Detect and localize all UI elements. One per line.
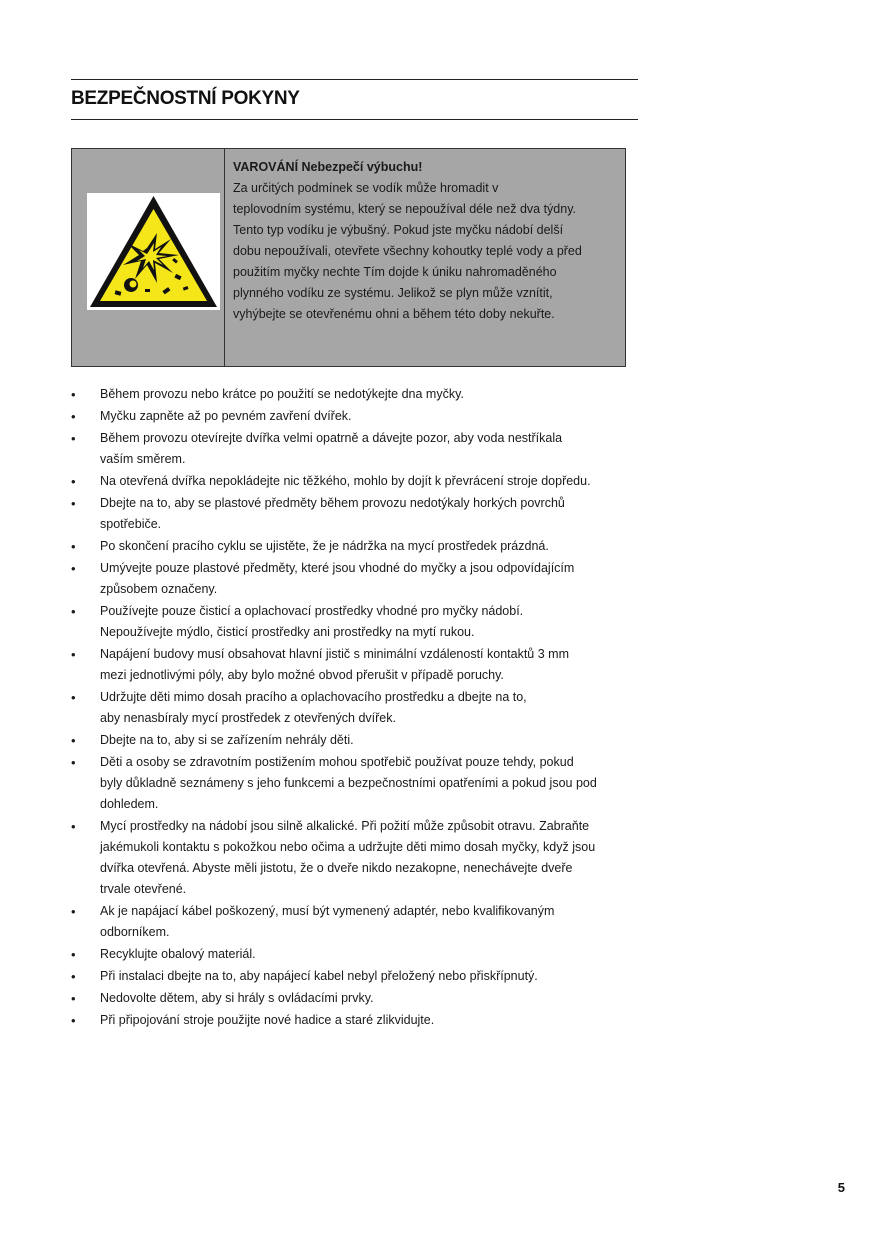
list-item: [71, 752, 631, 815]
list-item: [71, 644, 631, 686]
warning-heading: VAROVÁNÍ Nebezpečí výbuchu!: [233, 160, 423, 174]
list-item-line: • Při připojování stroje použijte nové hadice a staré zlikvidujte.: [100, 1013, 435, 1027]
list-item: [71, 536, 631, 557]
list-item-line: • Ak je napájací kábel poškozený, musí být vymenený adaptér, nebo kvalifikovaným: [100, 904, 555, 918]
list-item: [71, 944, 631, 965]
warning-line: dobu nepoužívali, otevřete všechny kohoutky teplé vody a před: [233, 244, 582, 258]
warning-line: vyhýbejte se otevřenému ohni a během této doby nekuřte.: [233, 307, 555, 321]
list-item-line: vaším směrem.: [100, 452, 186, 466]
list-item-line: • Udržujte děti mimo dosah pracího a oplachovacího prostředku a dbejte na to,: [100, 690, 527, 704]
list-item-line: • Při instalaci dbejte na to, aby napájecí kabel nebyl přeložený nebo přiskřípnutý.: [100, 969, 538, 983]
list-item: [71, 384, 631, 405]
list-item-line: • Mycí prostředky na nádobí jsou silně alkalické. Při požití může způsobit otravu. Zabraňte: [100, 819, 590, 833]
warning-divider: [224, 149, 225, 366]
warning-line: teplovodním systému, který se nepoužíval déle než dva týdny.: [233, 202, 577, 216]
list-item-line: • Nedovolte dětem, aby si hrály s ovládacími prvky.: [100, 991, 374, 1005]
safety-instructions-list: [71, 384, 631, 1032]
list-item-line: • Myčku zapněte až po pevném zavření dvířek.: [100, 409, 352, 423]
list-item: [71, 558, 631, 600]
explosion-hazard-icon: [87, 193, 220, 310]
list-item: [71, 816, 631, 900]
list-item-line: odborníkem.: [100, 925, 170, 939]
page-title: BEZPEČNOSTNÍ POKYNY: [71, 88, 300, 109]
list-item: [71, 988, 631, 1009]
list-item-line: dvířka otevřená. Abyste měli jistotu, že o dveře nikdo nezakopne, nenechávejte dveře: [100, 861, 573, 875]
list-item: [71, 730, 631, 751]
list-item: [71, 471, 631, 492]
warning-line: Tento typ vodíku je výbušný. Pokud jste myčku nádobí delší: [233, 223, 564, 237]
list-item-line: • Během provozu nebo krátce po použití se nedotýkejte dna myčky.: [100, 387, 464, 401]
list-item-line: • Napájení budovy musí obsahovat hlavní jistič s minimální vzdáleností kontaktů 3 mm: [100, 647, 569, 661]
list-item: [71, 966, 631, 987]
list-item-line: spotřebiče.: [100, 517, 162, 531]
list-item-line: mezi jednotlivými póly, aby bylo možné obvod přerušit v případě poruchy.: [100, 668, 504, 682]
warning-icon-cell: [87, 193, 220, 310]
list-item-line: • Používejte pouze čisticí a oplachovací prostředky vhodné pro myčky nádobí.: [100, 604, 524, 618]
warning-text: [233, 157, 617, 325]
list-item-line: • Recyklujte obalový materiál.: [100, 947, 256, 961]
list-item-line: trvale otevřené.: [100, 882, 187, 896]
header-bottom-rule: [71, 119, 638, 120]
list-item-line: jakémukoli kontaktu s pokožkou nebo očima a udržujte děti mimo dosah myčky, když jsou: [100, 840, 596, 854]
list-item-line: byly důkladně seznámeny s jeho funkcemi a bezpečnostními opatřeními a pokud jsou pod: [100, 776, 597, 790]
list-item-line: dohledem.: [100, 797, 159, 811]
list-item-line: • Dbejte na to, aby se plastové předměty během provozu nedotýkaly horkých povrchů: [100, 496, 565, 510]
list-item: [71, 1010, 631, 1031]
list-item-line: • Na otevřená dvířka nepokládejte nic těžkého, mohlo by dojít k převrácení stroje dopředu.: [100, 474, 591, 488]
list-item: [71, 901, 631, 943]
list-item-line: Nepoužívejte mýdlo, čisticí prostředky ani prostředky na mytí rukou.: [100, 625, 475, 639]
list-item: [71, 428, 631, 470]
warning-box: [71, 148, 626, 367]
warning-body: [233, 178, 617, 325]
warning-line: Za určitých podmínek se vodík může hromadit v: [233, 181, 499, 195]
warning-line: použitím myčky nechte Tím dojde k úniku nahromaděného: [233, 265, 557, 279]
list-item: [71, 687, 631, 729]
list-item-line: • Během provozu otevírejte dvířka velmi opatrně a dávejte pozor, aby voda nestříkala: [100, 431, 563, 445]
list-item-line: • Po skončení pracího cyklu se ujistěte, že je nádržka na mycí prostředek prázdná.: [100, 539, 549, 553]
list-item-line: • Děti a osoby se zdravotním postižením mohou spotřebič používat pouze tehdy, pokud: [100, 755, 574, 769]
list-item: [71, 406, 631, 427]
page-number: 5: [837, 1180, 845, 1195]
list-item-line: • Umývejte pouze plastové předměty, které jsou vhodné do myčky a jsou odpovídajícím: [100, 561, 575, 575]
list-item-line: • Dbejte na to, aby si se zařízením nehrály děti.: [100, 733, 354, 747]
warning-line: plynného vodíku ze systému. Jelikož se plyn může vznítit,: [233, 286, 553, 300]
header-top-rule: [71, 79, 638, 80]
list-item-line: aby nenasbíraly mycí prostředek z otevřených dvířek.: [100, 711, 396, 725]
list-item: [71, 493, 631, 535]
list-item-line: způsobem označeny.: [100, 582, 218, 596]
list-item: [71, 601, 631, 643]
